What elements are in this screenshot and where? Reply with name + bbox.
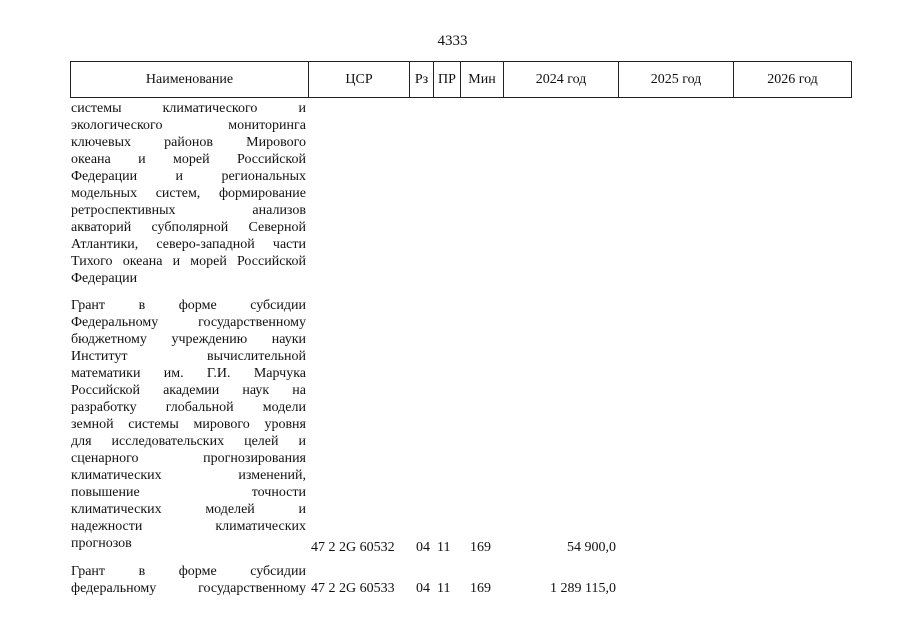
row-text-line: Грант в форме субсидии [71, 298, 306, 313]
row-text-line: Российской академии наук на [71, 383, 306, 398]
row-csr: 47 2 2G 60533 [311, 581, 395, 596]
row-text-line: математики им. Г.И. Марчука [71, 366, 306, 381]
row-text-line: повышение точности [71, 485, 306, 500]
header-2026: 2026 год [767, 71, 818, 87]
row-pr: 11 [437, 540, 451, 555]
header-name: Наименование [71, 62, 309, 97]
row-text-line: прогнозов [71, 536, 132, 551]
row-pr: 11 [437, 581, 451, 596]
table-row [71, 297, 306, 552]
row-text-line: Федерации и региональных [71, 169, 306, 184]
row-text-line: Тихого океана и морей Российской [71, 254, 306, 269]
row-text-line: бюджетному учреждению науки [71, 332, 306, 347]
header-2024: 2024 год [504, 62, 619, 97]
header-pr: ПР [434, 62, 461, 97]
row-text-line: федеральному государственному [71, 581, 306, 596]
row-text-line: для исследовательских целей и [71, 434, 306, 449]
row-amount-2024: 1 289 115,0 [550, 581, 616, 596]
header-rz: Рз [410, 62, 434, 97]
row-text-line: сценарного прогнозирования [71, 451, 306, 466]
table-row [71, 563, 306, 597]
row-text-line: климатических моделей и [71, 502, 306, 517]
row-csr: 47 2 2G 60532 [311, 540, 395, 555]
row-text-line: разработку глобальной модели [71, 400, 306, 415]
row-amount-2024: 54 900,0 [567, 540, 616, 555]
header-min: Мин [461, 62, 504, 97]
row-rz: 04 [416, 540, 430, 555]
row-text-line: климатических изменений, [71, 468, 306, 483]
row-rz: 04 [416, 581, 430, 596]
header-2025: 2025 год [619, 62, 734, 97]
table-row [71, 100, 306, 287]
row-text-line: экологического мониторинга [71, 118, 306, 133]
row-text-line: земной системы мирового уровня [71, 417, 306, 432]
row-text-line: ретроспективных анализов [71, 203, 306, 218]
row-min: 169 [470, 540, 491, 555]
row-text-line: надежности климатических [71, 519, 306, 534]
row-text-line: системы климатического и [71, 101, 306, 116]
row-text-line: океана и морей Российской [71, 152, 306, 167]
header-csr: ЦСР [309, 62, 410, 97]
row-text-line: Федерации [71, 271, 138, 286]
row-text-line: модельных систем, формирование [71, 186, 306, 201]
row-text-line: Атлантики, северо-западной части [71, 237, 306, 252]
row-min: 169 [470, 581, 491, 596]
table-header [70, 61, 852, 98]
page-number: 4333 [437, 33, 468, 49]
row-text-line: акваторий субполярной Северной [71, 220, 306, 235]
row-text-line: Грант в форме субсидии [71, 564, 306, 579]
row-text-line: Институт вычислительной [71, 349, 306, 364]
row-text-line: Федеральному государственному [71, 315, 306, 330]
row-text-line: ключевых районов Мирового [71, 135, 306, 150]
